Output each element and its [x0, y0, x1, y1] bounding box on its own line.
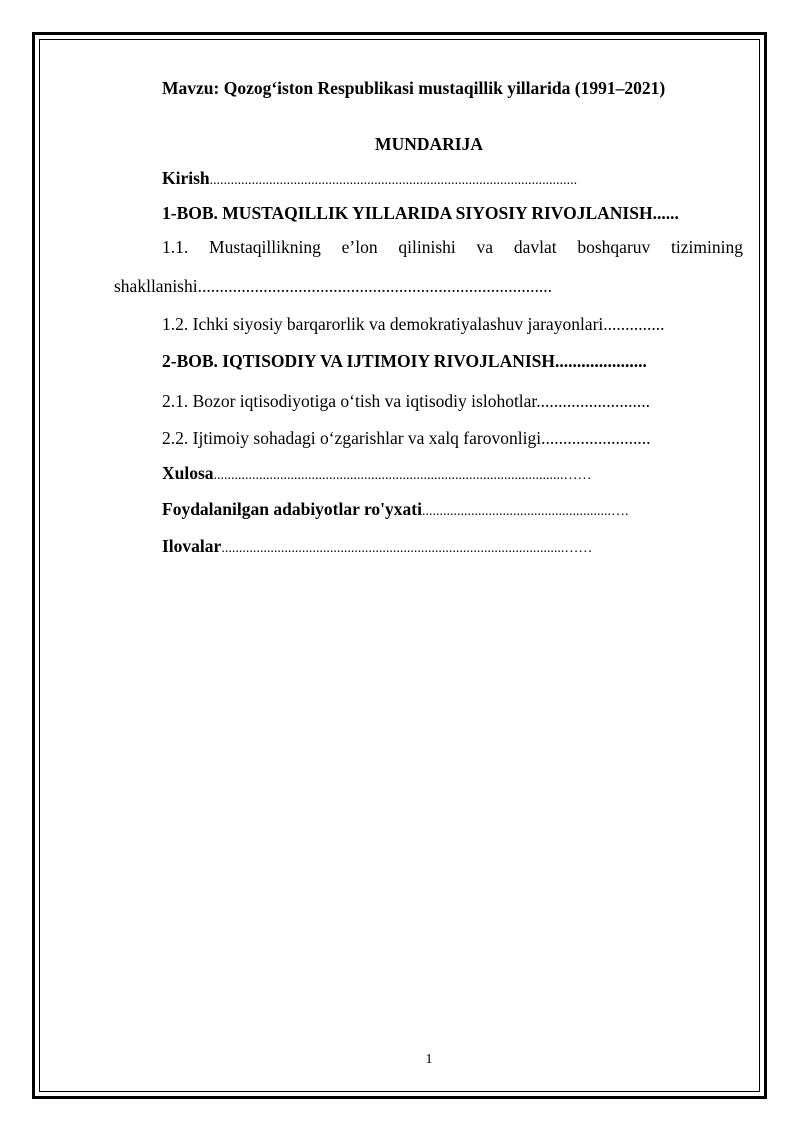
- toc-entry-conclusion-leader: ....................................................................................................……: [213, 468, 592, 483]
- toc-entry-intro-leader: .........................................................................................................: [209, 173, 578, 188]
- toc-entry-references-leader: ......................................................….: [421, 504, 629, 519]
- toc-entry-section-2-2[interactable]: 2.2. Ijtimoiy sohadagi o‘zgarishlar va xalq farovonligi.........................: [162, 428, 651, 448]
- toc-entry-references[interactable]: [162, 498, 628, 523]
- toc-entry-section-2-1[interactable]: 2.1. Bozor iqtisodiyotiga o‘tish va iqtisodiy islohotlar..........................: [162, 391, 651, 411]
- toc-heading: MUNDARIJA: [375, 134, 483, 154]
- toc-entry-chapter-2[interactable]: 2-BOB. IQTISODIY VA IJTIMOIY RIVOJLANISH.....................: [162, 351, 647, 371]
- toc-entry-intro[interactable]: [162, 167, 577, 192]
- toc-entry-appendices-leader: ..................................................................................................……: [221, 541, 593, 556]
- toc-entry-conclusion[interactable]: [162, 462, 592, 487]
- toc-entry-references-label: Foydalanilgan adabiyotlar ro'yxati: [162, 499, 422, 519]
- document-topic: Mavzu: Qozog‘iston Respublikasi mustaqillik yillarida (1991–2021): [162, 78, 666, 98]
- toc-entry-section-1-2[interactable]: 1.2. Ichki siyosiy barqarorlik va demokratiyalashuv jarayonlari..............: [162, 314, 665, 334]
- toc-entry-appendices-label: Ilovalar: [162, 536, 222, 556]
- page-border-inner: [39, 39, 760, 1092]
- toc-entry-appendices[interactable]: [162, 535, 592, 560]
- page-number: 1: [425, 1052, 433, 1067]
- toc-entry-chapter-1[interactable]: 1-BOB. MUSTAQILLIK YILLARIDA SIYOSIY RIVOJLANISH......: [162, 203, 679, 223]
- toc-entry-section-1-1-line1[interactable]: 1.1. Mustaqillikning e’lon qilinishi va davlat boshqaruv tizimining: [162, 237, 743, 257]
- toc-entry-section-1-1-line2[interactable]: shakllanishi.................................................................................: [114, 276, 552, 296]
- toc-entry-intro-label: Kirish: [162, 168, 210, 188]
- toc-entry-conclusion-label: Xulosa: [162, 463, 214, 483]
